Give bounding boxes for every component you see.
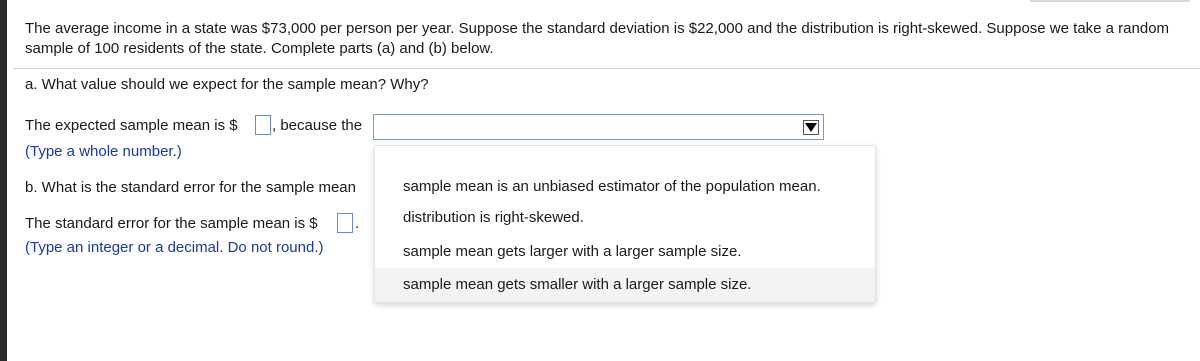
section-divider [13, 68, 1200, 69]
part-b-hint: (Type an integer or a decimal. Do not round.) [25, 239, 324, 256]
reason-select[interactable] [373, 114, 824, 140]
part-a-hint: (Type a whole number.) [25, 143, 182, 160]
reason-dropdown-menu [374, 145, 876, 303]
dropdown-option-larger[interactable]: sample mean gets larger with a larger sample size. [403, 243, 742, 260]
top-rule [1030, 0, 1190, 2]
part-b-suffix: . [355, 215, 360, 232]
part-b-prefix: The standard error for the sample mean is $ [25, 215, 318, 232]
dropdown-option-right-skewed[interactable]: distribution is right-skewed. [403, 209, 584, 226]
part-a-question: a. What value should we expect for the sample mean? Why? [25, 76, 429, 93]
standard-error-input[interactable] [337, 213, 353, 233]
dropdown-option-smaller[interactable]: sample mean gets smaller with a larger sample size. [375, 268, 875, 302]
window-left-edge [0, 0, 7, 361]
dropdown-option-unbiased[interactable]: sample mean is an unbiased estimator of the population mean. [403, 178, 821, 195]
part-b-question: b. What is the standard error for the sample mean [25, 179, 356, 196]
dropdown-arrow-icon[interactable] [803, 120, 819, 135]
part-a-prefix: The expected sample mean is $ [25, 117, 238, 134]
part-a-because: , because the [272, 117, 363, 134]
problem-statement: The average income in a state was $73,000 per person per year. Suppose the standard deviation is $22,000 and the distribution is right-skewed. Suppose we take a random sample of 100 residents of the state. Complete parts (a) and (b) below. [25, 20, 1170, 57]
expected-mean-input[interactable] [255, 115, 271, 135]
